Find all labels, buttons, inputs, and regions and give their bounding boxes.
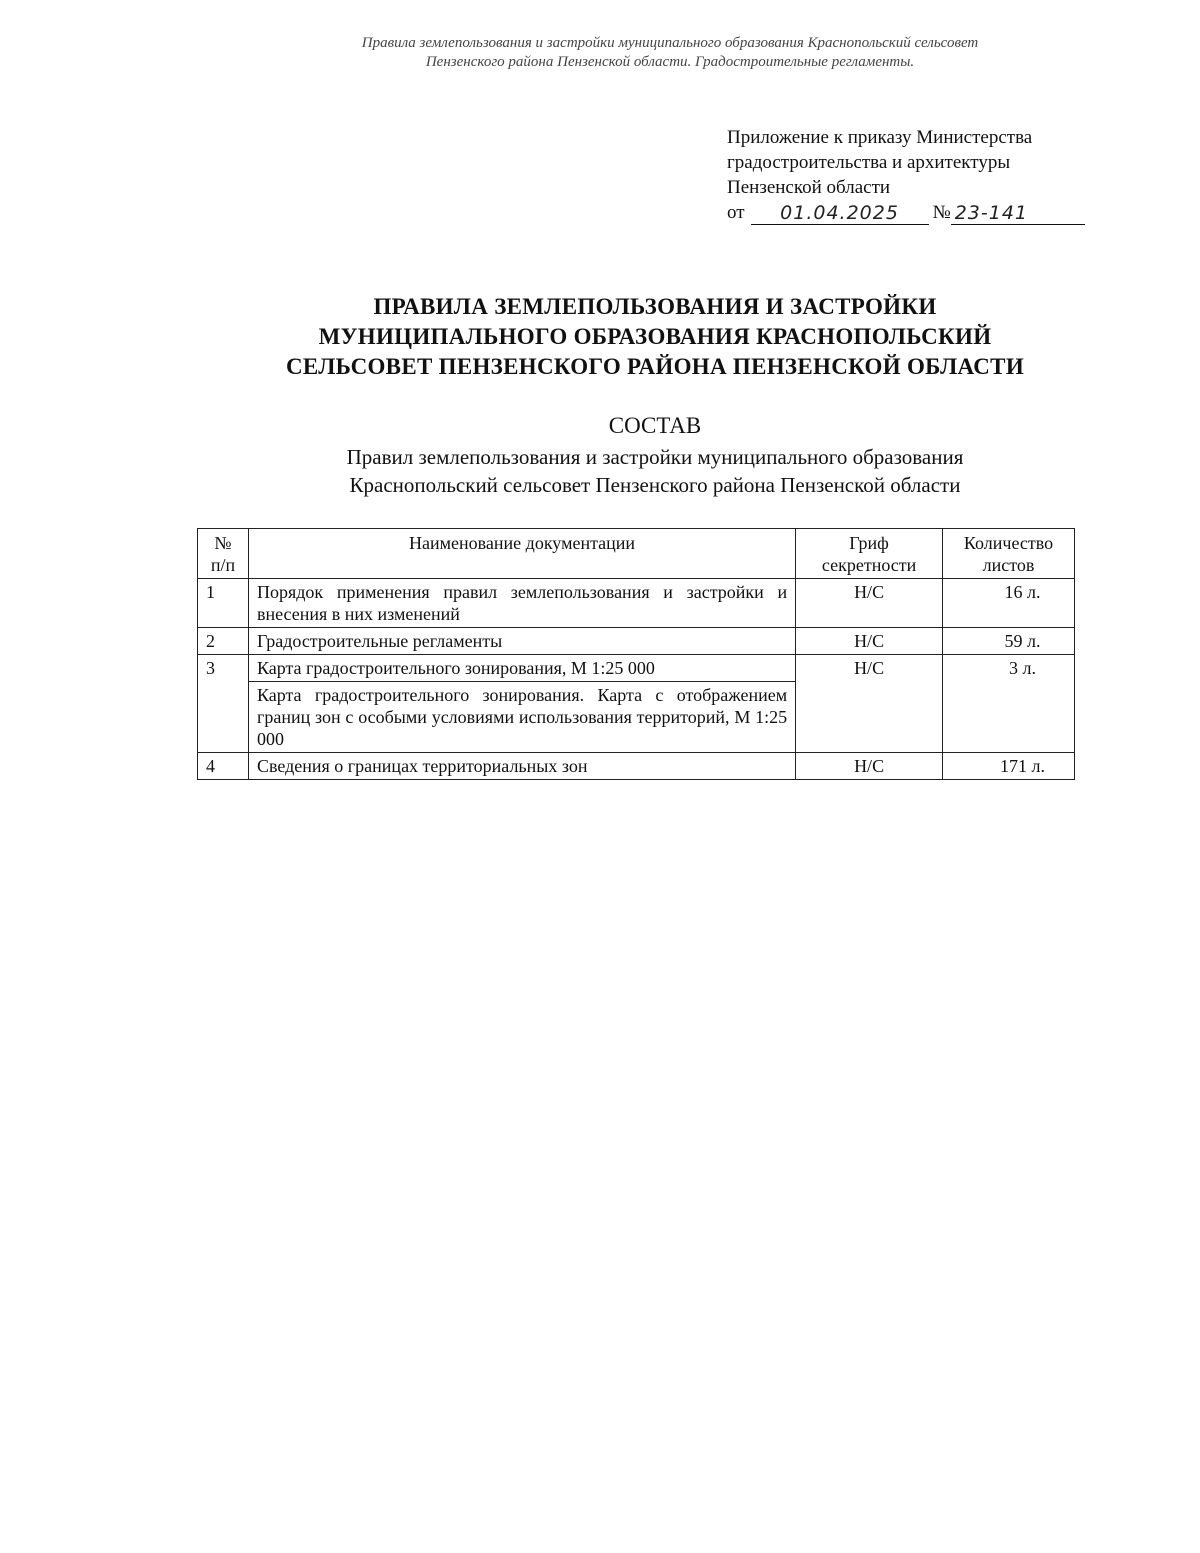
number-label: №: [932, 202, 951, 223]
table-row: [198, 628, 1075, 655]
composition-subtitle-line-2: Краснопольский сельсовет Пензенского района Пензенской области: [349, 473, 961, 497]
table-header-row: [198, 529, 1075, 579]
row-2-qty-value: 59 л.: [1004, 631, 1041, 651]
row-3-grif: Н/С: [796, 655, 943, 753]
row-3-qty-value: 3 л.: [1009, 658, 1036, 678]
table-row: [198, 655, 1075, 682]
running-header-line-2: Пензенского района Пензенской области. Градостроительные регламенты.: [425, 54, 915, 70]
row-4-qty-value: 171 л.: [1000, 756, 1045, 776]
composition-heading: СОСТАВ: [608, 413, 702, 438]
appendix-line-2: градостроительства и архитектуры: [727, 152, 1011, 173]
table-row: [198, 579, 1075, 628]
row-2-qty: [943, 628, 1075, 655]
row-4-name: Сведения о границах территориальных зон: [248, 753, 795, 780]
row-1-qty-value: 16 л.: [1004, 582, 1041, 602]
composition-heading-block: [0, 412, 1200, 499]
header-num: [198, 529, 249, 579]
order-line: [727, 200, 1107, 225]
header-num-line-2: п/п: [210, 555, 236, 575]
order-number: 23-141: [951, 202, 1085, 225]
main-title: [0, 292, 1200, 382]
header-qty-line-2: листов: [982, 555, 1035, 575]
documents-table: [197, 528, 1075, 780]
header-name: Наименование документации: [248, 529, 795, 579]
row-1-num: 1: [198, 579, 249, 628]
composition-subtitle-line-1: Правил землепользования и застройки муниципального образования: [346, 445, 964, 469]
row-4-qty: [943, 753, 1075, 780]
main-title-line-2: МУНИЦИПАЛЬНОГО ОБРАЗОВАНИЯ КРАСНОПОЛЬСКИЙ: [318, 324, 992, 349]
appendix-block: [727, 125, 1107, 225]
row-3-name: Карта градостроительного зонирования, М 1:25 000: [248, 655, 795, 682]
row-2-num: 2: [198, 628, 249, 655]
appendix-line-1: Приложение к приказу Министерства: [727, 127, 1033, 148]
from-label: от: [727, 202, 745, 223]
header-num-line-1: №: [214, 533, 232, 553]
header-grif-line-1: Гриф: [849, 533, 889, 553]
running-header-line-1: Правила землепользования и застройки муниципального образования Краснопольский сельсовет: [361, 35, 979, 51]
row-3-qty: [943, 655, 1075, 753]
row-1-name: Порядок применения правил землепользования и застройки и внесения в них изменений: [248, 579, 795, 628]
header-grif: [796, 529, 943, 579]
row-3-num: 3: [198, 655, 249, 753]
row-1-grif: Н/С: [796, 579, 943, 628]
header-grif-line-2: секретности: [821, 555, 917, 575]
main-title-line-3: СЕЛЬСОВЕТ ПЕНЗЕНСКОГО РАЙОНА ПЕНЗЕНСКОЙ ОБЛАСТИ: [285, 354, 1025, 379]
header-qty: [943, 529, 1075, 579]
row-4-num: 4: [198, 753, 249, 780]
main-title-line-1: ПРАВИЛА ЗЕМЛЕПОЛЬЗОВАНИЯ И ЗАСТРОЙКИ: [373, 294, 937, 319]
row-2-name: Градостроительные регламенты: [248, 628, 795, 655]
header-qty-line-1: Количество: [963, 533, 1054, 553]
row-2-grif: Н/С: [796, 628, 943, 655]
order-date: 01.04.2025: [751, 202, 929, 225]
row-1-qty: [943, 579, 1075, 628]
table-row: [198, 753, 1075, 780]
appendix-line-3: Пензенской области: [727, 177, 891, 198]
running-header: [0, 34, 1200, 72]
row-3-name-2: Карта градостроительного зонирования. Карта с отображением границ зон с особыми условиями использования территорий, М 1:25 000: [248, 682, 795, 753]
row-4-grif: Н/С: [796, 753, 943, 780]
